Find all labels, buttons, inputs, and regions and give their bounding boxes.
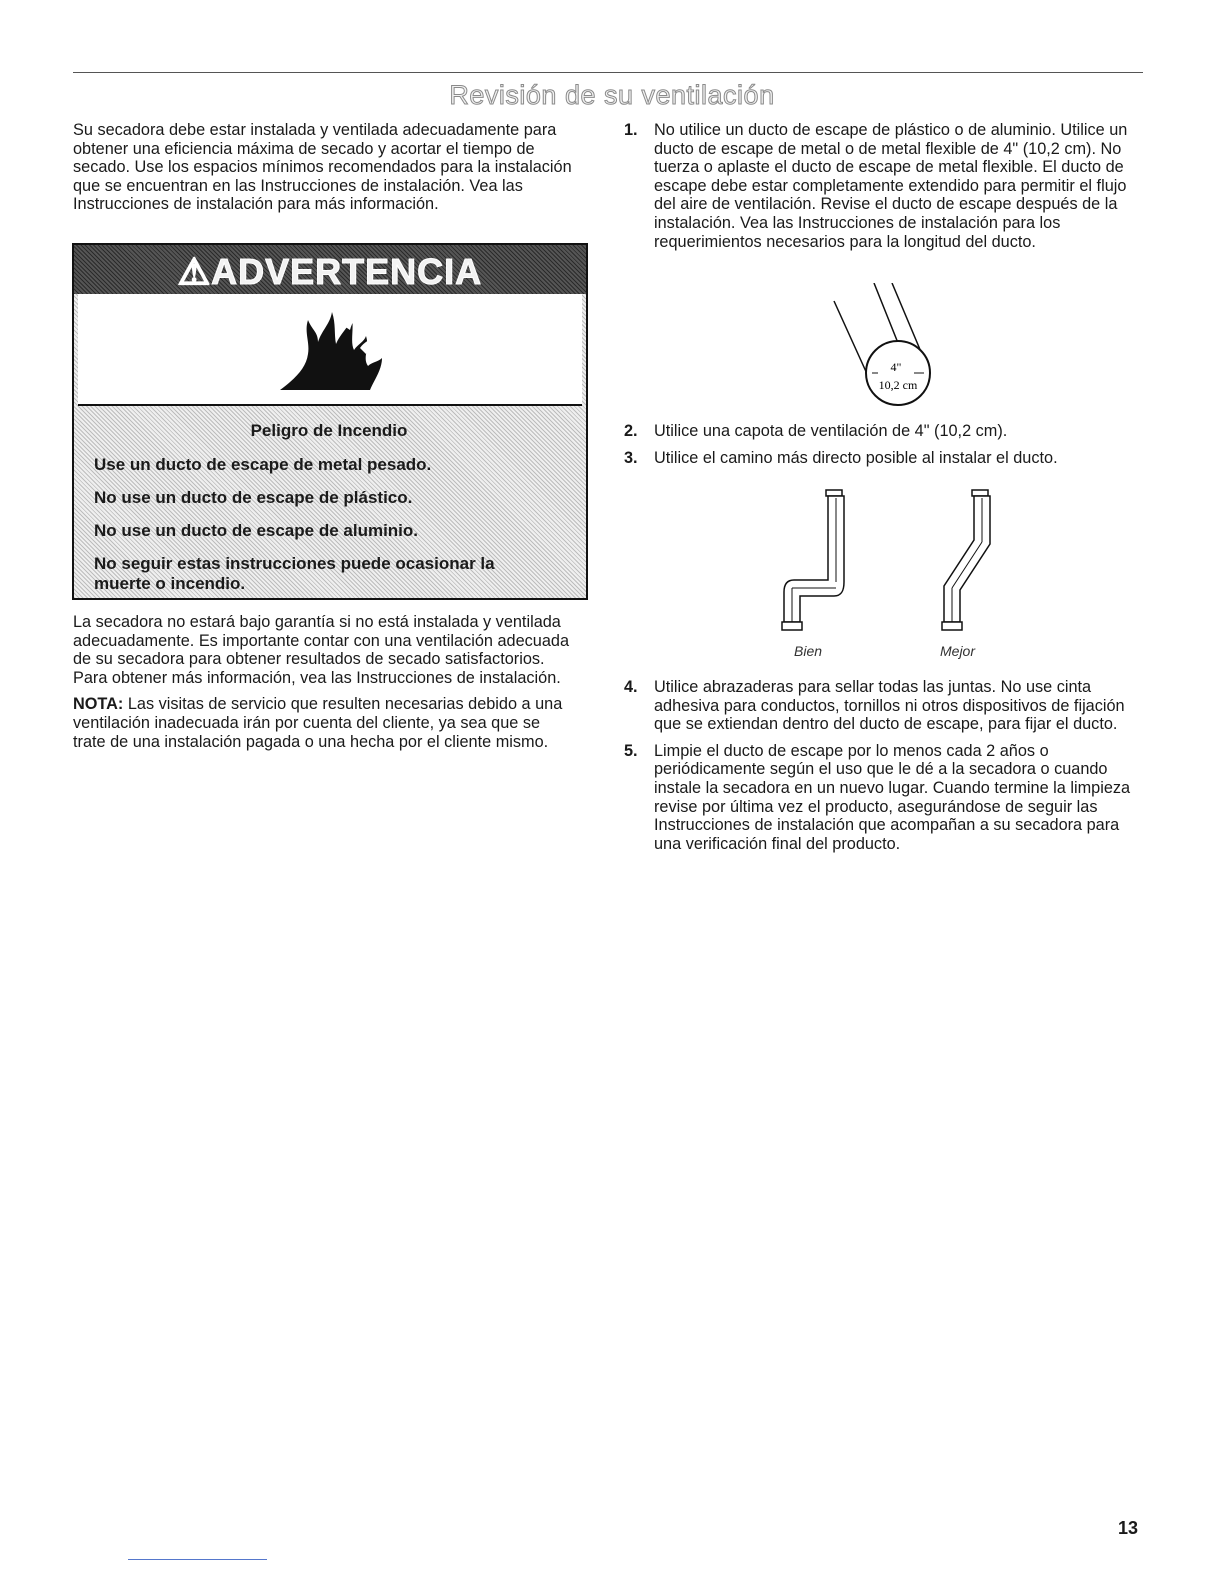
left-column-lower: [73, 613, 573, 759]
duct-dim-cm: 10,2 cm: [878, 378, 918, 392]
list-number: 2.: [624, 422, 638, 440]
list-item: [624, 121, 1144, 251]
warning-body: [94, 421, 564, 607]
note-paragraph: [73, 695, 573, 751]
warning-icon-panel: [78, 294, 582, 406]
warning-box: [72, 243, 588, 600]
warning-line: No seguir estas instrucciones puede ocasionar la muerte o incendio.: [94, 554, 495, 593]
note-label: NOTA:: [73, 695, 124, 714]
bottom-rule: [128, 1559, 267, 1560]
list-number: 5.: [624, 741, 638, 760]
pipe-routing-figure: [764, 486, 1004, 636]
warning-line: No use un ducto de escape de plástico.: [94, 488, 413, 507]
top-rule: [73, 72, 1143, 73]
warning-header: [74, 245, 586, 294]
warning-line: Use un ducto de escape de metal pesado.: [94, 455, 432, 474]
list-text: Limpie el ducto de escape por lo menos cada 2 años o periódicamente según el uso que le dé a la secadora o cuando instale la secadora en un nuevo lugar. Cuando termine la limpieza revise por última vez el producto, asegurándose de seguir las Instrucciones de instalación que acompañan a su secadora para una verificación final del producto.: [654, 741, 1131, 853]
list-item: [624, 678, 1144, 734]
warranty-paragraph: La secadora no estará bajo garantía si no está instalada y ventilada adecuadamente. Es importante contar con una ventilación adecuada de su secadora para obtener resultados de secado satisfactorios. Para obtener más información, vea las Instrucciones de instalación.: [73, 613, 570, 687]
intro-paragraph: Su secadora debe estar instalada y ventilada adecuadamente para obtener una eficiencia máxima de secado y acortar el tiempo de secado. Use los espacios mínimos recomendados para la instalación que se encuentran en las Instrucciones de instalación. Vea las Instrucciones de instalación para más información.: [73, 121, 572, 214]
duct-diameter-figure: [830, 283, 940, 408]
list-text: Utilice abrazaderas para sellar todas las juntas. No use cinta adhesiva para conductos, tornillos ni otros dispositivos de fijación que se extiendan dentro del ducto de escape, para fijar el ducto.: [654, 678, 1125, 734]
steps-2-3: [624, 422, 1144, 475]
left-column: [73, 121, 573, 222]
hazard-heading: Peligro de Incendio: [250, 421, 408, 440]
note-text: Las visitas de servicio que resulten necesarias debido a una ventilación inadecuada irán por cuenta del cliente, ya sea que se trate de una instalación pagada o una hecha por el cliente mismo.: [73, 695, 563, 751]
list-text: No utilice un ducto de escape de plástico o de aluminio. Utilice un ducto de escape de metal o de metal flexible de 4" (10,2 cm). No tuerza o aplaste el ducto de escape de metal flexible. El ducto de escape debe estar completamente extendido para permitir el flujo del aire de ventilación. Revise el ducto de escape después de la instalación. Vea las Instrucciones de instalación para los requerimientos necesarios para la longitud del ducto.: [654, 121, 1128, 251]
duct-dim-inches: 4": [890, 360, 902, 374]
warning-title: [74, 251, 586, 293]
list-text: Utilice el camino más directo posible al instalar el ducto.: [654, 448, 1058, 467]
list-item: [624, 422, 1144, 441]
fire-icon: [78, 294, 582, 404]
label-mejor: Mejor: [940, 643, 976, 659]
page-title: Revisión de su ventilación: [449, 80, 775, 110]
list-number: 3.: [624, 448, 638, 467]
list-number: 4.: [624, 678, 638, 696]
list-item: [624, 449, 1144, 468]
steps-4-5: [624, 678, 1144, 861]
page-number: 13: [1118, 1518, 1139, 1538]
right-column: [624, 121, 1144, 259]
label-bien: Bien: [794, 643, 823, 659]
warning-line: No use un ducto de escape de aluminio.: [94, 521, 419, 540]
list-text: Utilice una capota de ventilación de 4" (10,2 cm).: [654, 422, 1008, 440]
warning-title-text: ADVERTENCIA: [211, 251, 483, 292]
warning-triangle-icon: ⚠: [177, 251, 212, 292]
list-number: 1.: [624, 121, 638, 139]
list-item: [624, 742, 1144, 854]
